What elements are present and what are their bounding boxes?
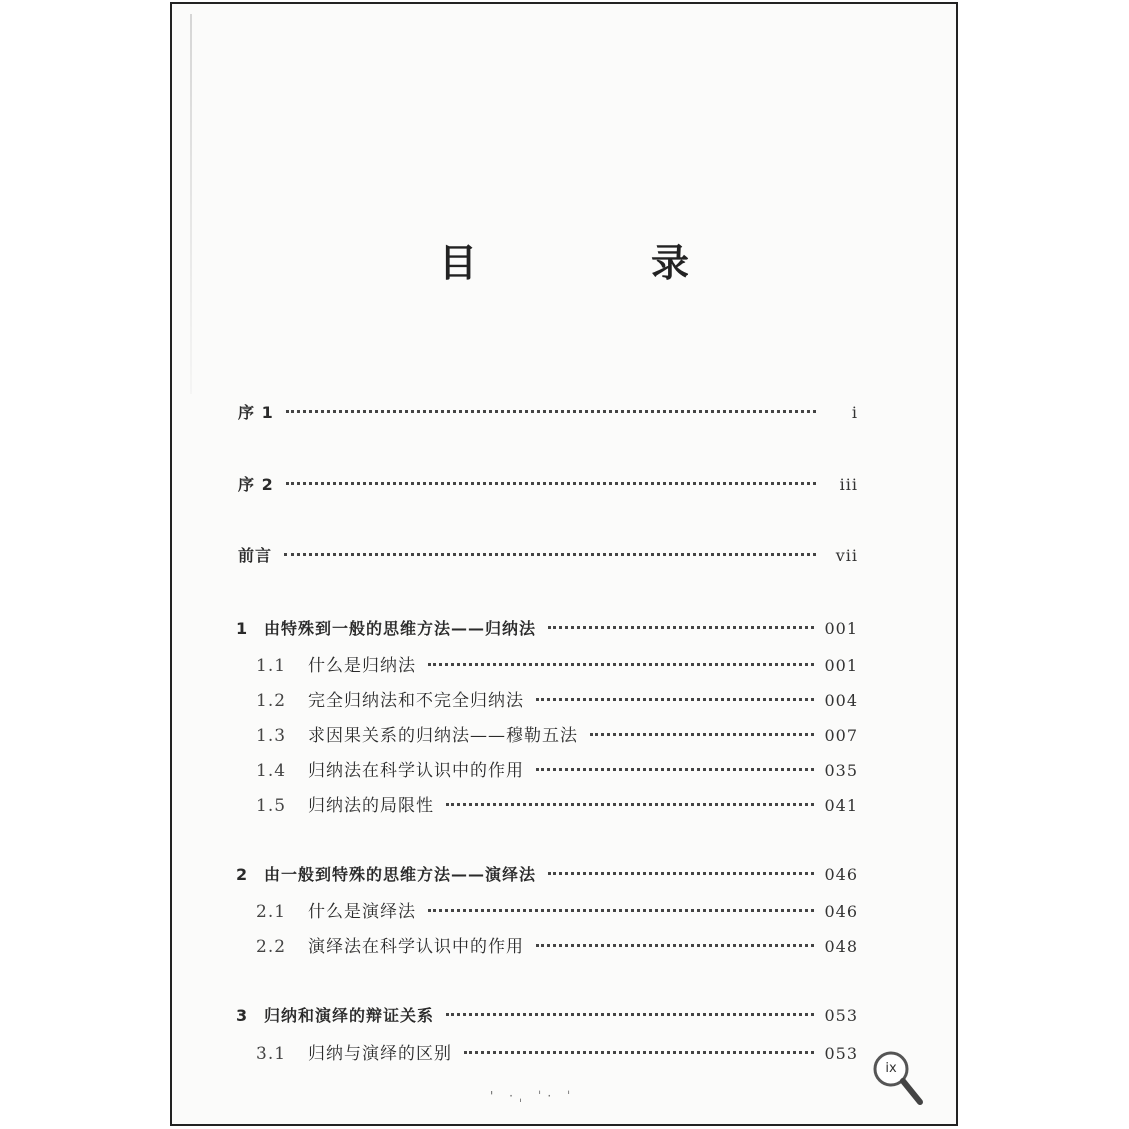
toc-chapter-1[interactable]	[236, 616, 858, 644]
section-title: 归纳法在科学认识中的作用	[308, 761, 524, 781]
leader-dots	[428, 663, 814, 666]
leader-dots	[548, 626, 814, 629]
toc-page-number: 001	[824, 656, 858, 675]
toc-page-number: 001	[824, 619, 858, 638]
toc-entry-preface-2[interactable]	[238, 472, 858, 500]
toc-page-number: 053	[824, 1044, 858, 1063]
toc-page-number: 048	[824, 937, 858, 956]
section-number: 1.1	[256, 656, 287, 676]
section-number: 1.2	[256, 691, 287, 711]
leader-dots	[284, 553, 816, 556]
scan-specks: ' ·ˌ ˈ· ˈ	[490, 1089, 577, 1103]
magnifier-icon[interactable]	[872, 1050, 932, 1110]
section-number: 1.5	[256, 796, 287, 816]
leader-dots	[446, 1013, 814, 1016]
section-title: 什么是演绎法	[308, 902, 416, 922]
magnifier-page-label: ix	[885, 1061, 897, 1076]
book-page	[170, 2, 958, 1126]
section-title: 归纳与演绎的区别	[308, 1044, 452, 1064]
toc-chapter-2[interactable]	[236, 862, 858, 890]
leader-dots	[428, 909, 814, 912]
toc-page-number: iii	[839, 475, 858, 494]
leader-dots	[536, 944, 814, 947]
section-number: 2.1	[256, 902, 287, 922]
section-title: 完全归纳法和不完全归纳法	[308, 691, 524, 711]
leader-dots	[590, 733, 814, 736]
section-title: 什么是归纳法	[308, 656, 416, 676]
toc-section-1-4[interactable]	[256, 756, 858, 784]
section-number: 1.4	[256, 761, 287, 781]
chapter-title: 由一般到特殊的思维方法——演绎法	[264, 865, 537, 884]
toc-page-number: 035	[824, 761, 858, 780]
toc-entry-label: 前言	[238, 546, 273, 565]
leader-dots	[446, 803, 814, 806]
toc-page-number: 053	[824, 1006, 858, 1025]
section-number: 1.3	[256, 726, 287, 746]
toc-page-number: 004	[824, 691, 858, 710]
chapter-number: 2	[236, 865, 249, 884]
leader-dots	[286, 482, 816, 485]
toc-chapter-3[interactable]	[236, 1003, 858, 1031]
toc-section-2-2[interactable]	[256, 932, 858, 960]
section-title: 求因果关系的归纳法——穆勒五法	[308, 726, 578, 746]
toc-entry-label: 序 1	[238, 403, 274, 422]
toc-section-1-5[interactable]	[256, 791, 858, 819]
chapter-number: 1	[236, 619, 249, 638]
toc-page-number: 046	[824, 865, 858, 884]
toc-entry-foreword[interactable]	[238, 543, 858, 571]
toc-entry-label: 序 2	[238, 475, 274, 494]
toc-section-1-3[interactable]	[256, 721, 858, 749]
toc-section-1-1[interactable]	[256, 651, 858, 679]
section-title: 归纳法的局限性	[308, 796, 434, 816]
section-number: 3.1	[256, 1044, 287, 1064]
leader-dots	[536, 768, 814, 771]
toc-page-number: 046	[824, 902, 858, 921]
leader-dots	[548, 872, 814, 875]
toc-page-number: i	[851, 403, 858, 422]
chapter-title: 归纳和演绎的辩证关系	[264, 1006, 435, 1025]
leader-dots	[286, 410, 816, 413]
leader-dots	[536, 698, 814, 701]
section-title: 演绎法在科学认识中的作用	[308, 937, 524, 957]
toc-page-number: 041	[824, 796, 858, 815]
chapter-title: 由特殊到一般的思维方法——归纳法	[264, 619, 537, 638]
page-title: 目 录	[438, 241, 757, 285]
leader-dots	[464, 1051, 814, 1054]
section-number: 2.2	[256, 937, 287, 957]
toc-entry-preface-1[interactable]	[238, 400, 858, 428]
scan-artifact	[190, 14, 192, 394]
toc-section-3-1[interactable]	[256, 1039, 858, 1067]
chapter-number: 3	[236, 1006, 249, 1025]
toc-section-1-2[interactable]	[256, 686, 858, 714]
toc-section-2-1[interactable]	[256, 897, 858, 925]
toc-page-number: vii	[835, 546, 858, 565]
toc-page-number: 007	[824, 726, 858, 745]
